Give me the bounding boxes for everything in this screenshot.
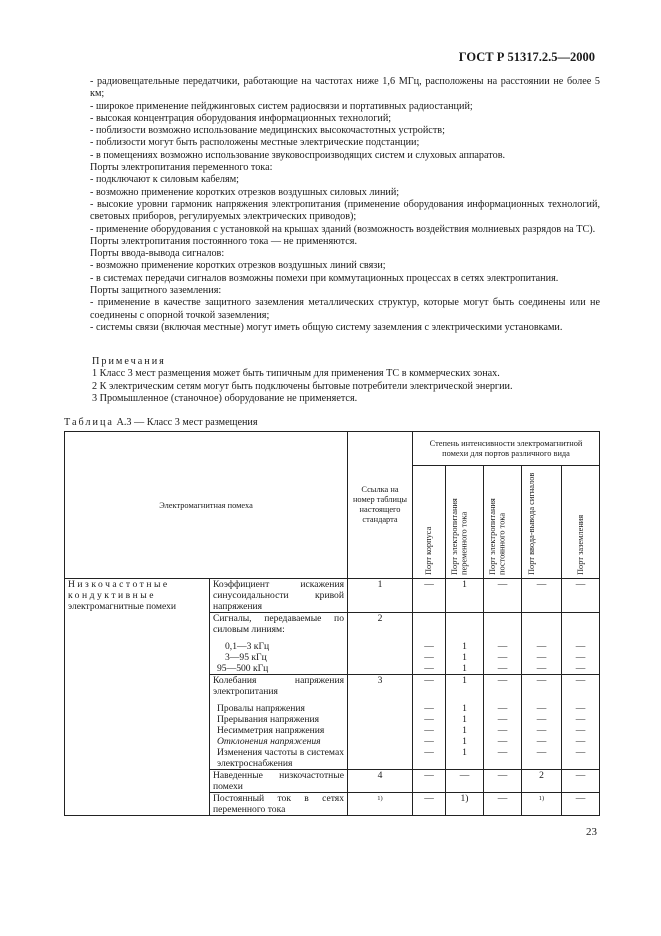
paragraph: Порты защитного заземления: [90,285,222,297]
value-cell: — [497,714,508,725]
row-ref: 2 [348,613,413,675]
value-cell: — [575,714,586,725]
value-cell: — [446,770,484,793]
table-caption [64,417,258,428]
header-reference: Ссылка на номер таблицы настоящего стандарта [348,432,413,579]
sub-item: 95—500 кГц [217,663,269,674]
value-cell: — [424,736,434,747]
category-line: электромагнитные помехи [68,601,177,612]
value-cell: — [575,725,586,736]
sub-item: Несимметрия напряжения [217,725,325,736]
value-cell: — [497,652,508,663]
value-cell: — [497,675,508,686]
row-ref: 1) [348,793,413,816]
note-item: 1 Класс 3 мест размещения может быть типичным для применения ТС в коммерческих зонах. [92,368,500,380]
value-cell: — [536,714,547,725]
value-cell: — [522,579,562,613]
value-cell: — [413,793,446,816]
notes-heading: Примечания [92,356,166,367]
category-line: кондуктивные [68,590,157,601]
value-cell: — [424,652,434,663]
row-ref: 4 [348,770,413,793]
paragraph: - поблизости возможно использование медицинских высокочастотных устройств; [90,125,445,137]
value-cell: — [484,579,522,613]
paragraph: Порты ввода-вывода сигналов: [90,248,225,260]
value-cell: — [424,725,434,736]
value-cell: — [424,703,434,714]
value-cell: — [413,770,446,793]
value-cell: — [497,736,508,747]
value-cell: 1 [462,641,467,652]
value-cell: — [575,652,586,663]
value-cell: — [562,770,600,793]
paragraph: - в помещениях возможно использование звуковоспроизводящих систем и слуховых аппаратов. [90,149,506,161]
value-cell: — [575,641,586,652]
table-caption-text: А.3 — Класс 3 мест размещения [116,417,258,428]
header-port-io: Порт ввода-вывода сигналов [526,472,536,575]
header-port-enclosure: Порт корпуса [424,526,434,575]
value-cell: 1 [462,652,467,663]
value-cell: — [413,579,446,613]
paragraph: - возможно применение коротких отрезков воздушных силовых линий; [90,186,400,198]
notes-block [90,356,600,405]
category-line: Низкочастотные [68,579,170,590]
row-cell [210,613,348,675]
row-ref: 1 [348,579,413,613]
row-cell [210,675,348,770]
row-name: Сигналы, передаваемые по силовым линиям: [213,613,344,635]
value-cell: — [575,663,586,674]
category-cell [65,579,210,816]
value-cell: — [424,641,434,652]
value-cell: — [484,770,522,793]
paragraph: - подключают к силовым кабелям; [90,174,239,186]
value-cell: 1 [462,725,467,736]
note-item: 3 Промышленное (станочное) оборудование не применяется. [92,392,358,404]
sub-item: Провалы напряжения [217,703,305,714]
note-item: 2 К электрическим сетям могут быть подключены бытовые потребители электрической энергии. [92,380,513,392]
value-cell: 1 [462,714,467,725]
paragraph: - радиовещательные передатчики, работающие на частотах ниже 1,6 МГц, расположены на расстоянии не более 5 км; [90,76,600,100]
paragraph: - широкое применение пейджинговых систем радиосвязи и портативных радиостанций; [90,100,473,112]
row-ref: 3 [348,675,413,770]
value-cell: — [575,703,586,714]
interference-table [64,431,600,816]
value-cell: — [497,703,508,714]
paragraph: - высокая концентрация оборудования информационных технологий; [90,112,392,124]
value-cell: — [562,793,600,816]
value-cell: — [536,703,547,714]
value-cell: — [536,641,547,652]
document-header: ГОСТ Р 51317.2.5—2000 [458,50,595,64]
row-name: Постоянный ток в сетях переменного тока [210,793,348,816]
row-name: Колебания напряжения электропитания [213,675,344,697]
paragraph: - возможно применение коротких отрезков воздушных линий связи; [90,260,386,272]
paragraph: - применение оборудования с установкой на крышах зданий (возможность воздействия молниевых разрядов на ТС). [90,223,596,235]
value-cell: — [424,747,434,758]
header-port-ground: Порт заземления [575,514,585,575]
table-caption-prefix: Таблица [64,417,114,428]
sub-item: 0,1—3 кГц [225,641,270,652]
value-cell: 1 [462,675,467,686]
value-cell: — [575,675,586,686]
sub-item: Отклонения напряжения [217,736,321,747]
value-cell: 1 [446,579,484,613]
value-cell: 1 [462,663,467,674]
body-text [90,76,600,334]
value-cell: — [575,747,586,758]
value-cell: 1) [446,793,484,816]
row-name: Коэффициент искажения синусоидальности кривой напряжения [210,579,348,613]
value-cell: — [497,641,508,652]
sub-item: 3—95 кГц [225,652,267,663]
paragraph: Порты электропитания постоянного тока — не применяются. [90,235,357,247]
paragraph: - высокие уровни гармоник напряжения электропитания (применение оборудования информационных технологий, световых приборов, регулируемых электрических приводов); [90,198,600,223]
sub-item: Изменения частоты в системах электроснабжения [217,747,344,769]
value-cell: — [497,747,508,758]
value-cell: — [484,793,522,816]
paragraph: - в системах передачи сигналов возможны помехи при коммутационных процессах в сетях электропитания. [90,272,559,284]
page-number: 23 [586,826,597,838]
value-cell: — [424,663,434,674]
paragraph: - применение в качестве защитного заземления металлических структур, которые могут быть соединены или не соединены с опорной точкой заземления; [90,297,600,321]
value-cell: — [562,579,600,613]
header-port-dc: Порт электропитания постоянного тока [487,498,506,575]
paragraph: - поблизости могут быть расположены местные электрические подстанции; [90,137,420,149]
value-cell: — [497,663,508,674]
value-cell: 1 [462,703,467,714]
paragraph: - системы связи (включая местные) могут иметь общую систему заземления с электрическими установками. [90,321,563,333]
header-port-ac: Порт электропитания переменного тока [449,498,468,575]
value-cell: 1 [462,736,467,747]
value-cell: — [536,736,547,747]
value-cell: — [536,675,547,686]
value-cell: — [536,747,547,758]
value-cell: — [536,725,547,736]
value-cell: 2 [522,770,562,793]
value-cell: 1) [522,793,562,816]
paragraph: Порты электропитания переменного тока: [90,162,273,174]
value-cell: — [424,714,434,725]
value-cell: — [536,663,547,674]
value-cell: 1 [462,747,467,758]
header-degree: Степень интенсивности электромагнитной помехи для портов различного вида [413,432,600,466]
value-cell: — [575,736,586,747]
sub-item: Прерывания напряжения [217,714,320,725]
value-cell: — [424,675,434,686]
value-cell: — [497,725,508,736]
row-name: Наведенные низкочастотные помехи [210,770,348,793]
header-interference: Электромагнитная помеха [65,432,348,579]
value-cell: — [536,652,547,663]
